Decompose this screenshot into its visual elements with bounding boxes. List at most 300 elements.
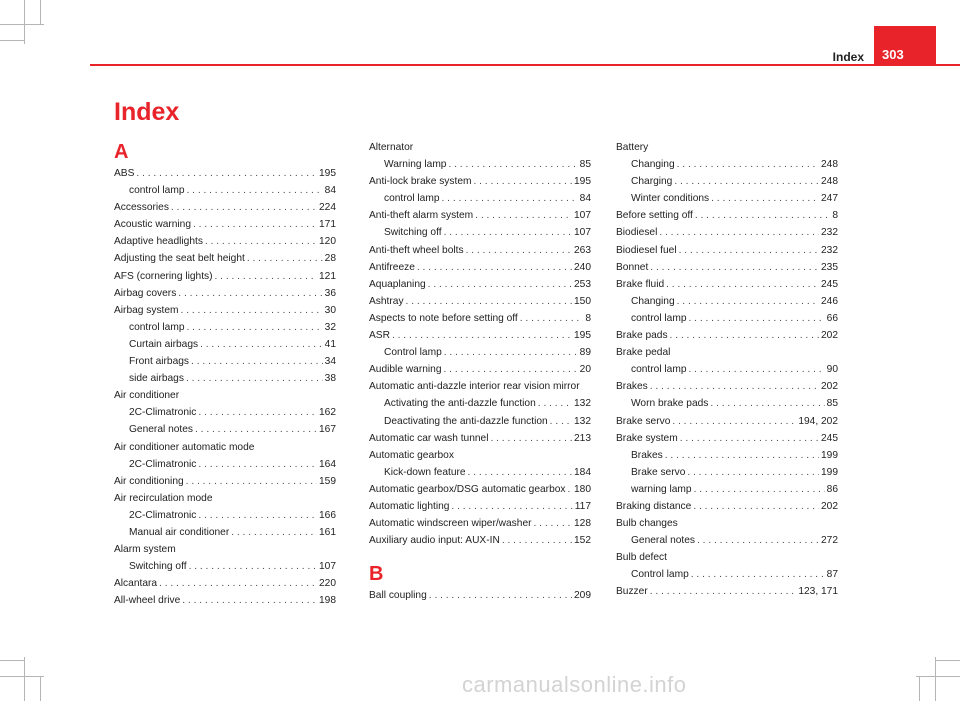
leader-dots [659, 224, 819, 241]
index-subentry [114, 404, 336, 421]
leader-dots [473, 173, 572, 190]
entry-page: 161 [319, 526, 336, 538]
entry-label: Deactivating the anti-dazzle function [384, 415, 548, 427]
entry-page: 263 [574, 244, 591, 256]
leader-dots [406, 293, 572, 310]
index-subentry [114, 319, 336, 336]
leader-dots [187, 319, 323, 336]
leader-dots [687, 464, 819, 481]
leader-dots [198, 456, 317, 473]
entry-label: Aspects to note before setting off [369, 312, 518, 324]
index-entry [616, 224, 838, 241]
crop-mark [916, 676, 960, 677]
entry-label: Brake system [616, 432, 678, 444]
index-entry [114, 165, 336, 182]
index-entry [369, 587, 591, 604]
leader-dots [550, 413, 572, 430]
entry-label: Front airbags [129, 356, 190, 368]
entry-label: Kick-down feature [384, 466, 466, 478]
crop-mark [24, 0, 25, 44]
index-entry [369, 498, 591, 515]
entry-label: Antifreeze [369, 261, 415, 273]
leader-dots [672, 413, 796, 430]
index-entry [114, 199, 336, 216]
index-subentry [114, 421, 336, 438]
entry-label: Charging [631, 176, 673, 188]
entry-page: 84 [579, 193, 591, 205]
page-number-tab [874, 26, 936, 66]
index-subentry [114, 336, 336, 353]
leader-dots [697, 532, 819, 549]
entry-page: 87 [826, 569, 838, 581]
entry-page: 8 [585, 312, 591, 324]
leader-dots [475, 207, 572, 224]
entry-page: 184 [574, 466, 591, 478]
leader-dots [392, 327, 572, 344]
crop-mark [936, 660, 960, 661]
entry-page: 159 [319, 475, 336, 487]
entry-label: Switching off [384, 227, 442, 239]
entry-page: 245 [821, 278, 838, 290]
entry-page: 232 [821, 244, 838, 256]
index-entry [369, 276, 591, 293]
entry-page: 232 [821, 227, 838, 239]
entry-page: 171 [319, 219, 336, 231]
entry-page: 248 [821, 159, 838, 171]
crop-mark [40, 676, 41, 701]
leader-dots [691, 566, 825, 583]
header-rule [90, 64, 960, 66]
entry-page: 202 [821, 330, 838, 342]
index-entry [369, 259, 591, 276]
section-letter: B [369, 563, 384, 586]
entry-label: 2C-Climatronic [129, 509, 197, 521]
leader-dots [198, 507, 317, 524]
leader-dots [442, 190, 578, 207]
entry-label: control lamp [129, 185, 185, 197]
entry-page: 132 [574, 398, 591, 410]
entry-label: side airbags [129, 373, 184, 385]
leader-dots [677, 156, 819, 173]
entry-page: 85 [826, 398, 838, 410]
entry-page: 86 [826, 483, 838, 495]
entry-page: 166 [319, 509, 336, 521]
entry-page: 209 [574, 590, 591, 602]
index-column-2 [369, 139, 591, 604]
entry-label: Switching off [129, 561, 187, 573]
entry-label: control lamp [129, 321, 185, 333]
entry-page: 240 [574, 261, 591, 273]
entry-label: Brake pads [616, 330, 668, 342]
entry-page: 162 [319, 407, 336, 419]
crop-mark [919, 676, 920, 701]
index-heading: Air conditioner [114, 390, 180, 402]
entry-label: General notes [129, 424, 193, 436]
entry-page: 132 [574, 415, 591, 427]
leader-dots [444, 224, 572, 241]
entry-page: 36 [324, 287, 336, 299]
index-entry [114, 216, 336, 233]
leader-dots [689, 310, 825, 327]
index-entry [616, 276, 838, 293]
leader-dots [187, 182, 323, 199]
index-column-3 [616, 139, 838, 601]
entry-page: 199 [821, 449, 838, 461]
index-entry [114, 473, 336, 490]
index-entry [369, 481, 591, 498]
entry-label: Alcantara [114, 578, 158, 590]
leader-dots [538, 395, 572, 412]
index-subentry [616, 447, 838, 464]
entry-label: Control lamp [631, 569, 689, 581]
index-column-1 [114, 139, 336, 609]
entry-page: 20 [579, 364, 591, 376]
leader-dots [677, 293, 819, 310]
index-entry [369, 532, 591, 549]
leader-dots [159, 575, 317, 592]
entry-label: Anti-theft wheel bolts [369, 244, 464, 256]
entry-label: Brakes [616, 381, 648, 393]
crop-mark [935, 657, 936, 701]
index-subentry [616, 464, 838, 481]
entry-page: 245 [821, 432, 838, 444]
entry-page: 123, 171 [798, 586, 838, 598]
entry-page: 89 [579, 347, 591, 359]
index-entry [369, 327, 591, 344]
index-entry [616, 259, 838, 276]
entry-page: 213 [574, 432, 591, 444]
entry-page: 85 [579, 159, 591, 171]
entry-page: 272 [821, 535, 838, 547]
entry-label: Automatic gearbox/DSG automatic gearbox [369, 483, 566, 495]
leader-dots [444, 361, 578, 378]
leader-dots [451, 498, 572, 515]
entry-page: 121 [319, 270, 336, 282]
entry-label: Buzzer [616, 586, 648, 598]
entry-label: Audible warning [369, 364, 442, 376]
leader-dots [191, 353, 323, 370]
leader-dots [215, 268, 317, 285]
entry-page: 28 [324, 253, 336, 265]
entry-page: 41 [324, 338, 336, 350]
leader-dots [502, 532, 572, 549]
index-subentry [616, 361, 838, 378]
entry-label: ABS [114, 168, 135, 179]
leader-dots [136, 165, 317, 182]
watermark: carmanualsonline.info [462, 672, 687, 697]
index-entry [369, 293, 591, 310]
index-entry [114, 575, 336, 592]
entry-page: 107 [574, 227, 591, 239]
leader-dots [710, 395, 824, 412]
entry-page: 167 [319, 424, 336, 436]
entry-label: Accessories [114, 202, 169, 214]
entry-label: Changing [631, 295, 675, 307]
entry-page: 34 [324, 356, 336, 368]
entry-page: 152 [574, 535, 591, 547]
index-entry [369, 430, 591, 447]
leader-dots [670, 327, 819, 344]
index-heading: Bulb changes [616, 518, 678, 530]
entry-label: Automatic windscreen wiper/washer [369, 518, 532, 530]
entry-label: control lamp [631, 364, 687, 376]
index-subentry [114, 370, 336, 387]
index-subentry [369, 464, 591, 481]
entry-label: Ashtray [369, 295, 404, 307]
entry-page: 32 [324, 321, 336, 333]
leader-dots [186, 370, 323, 387]
leader-dots [448, 156, 577, 173]
entry-label: Adjusting the seat belt height [114, 253, 245, 265]
entry-page: 120 [319, 236, 336, 248]
index-subentry [616, 156, 838, 173]
entry-label: Manual air conditioner [129, 526, 230, 538]
entry-page: 220 [319, 578, 336, 590]
entry-page: 180 [574, 483, 591, 495]
index-entry [114, 268, 336, 285]
entry-label: Brake servo [631, 466, 686, 478]
page-number: 303 [882, 47, 904, 62]
leader-dots [193, 216, 317, 233]
index-subentry [616, 190, 838, 207]
entry-label: General notes [631, 535, 695, 547]
index-heading: Alternator [369, 142, 414, 153]
entry-page: 195 [574, 176, 591, 188]
entry-page: 235 [821, 261, 838, 273]
entry-label: Automatic lighting [369, 500, 450, 512]
entry-page: 194, 202 [798, 415, 838, 427]
entry-label: Worn brake pads [631, 398, 709, 410]
entry-page: 150 [574, 295, 591, 307]
entry-page: 107 [319, 561, 336, 573]
leader-dots [200, 336, 323, 353]
entry-page: 128 [574, 518, 591, 530]
index-entry [369, 515, 591, 532]
index-subentry [616, 173, 838, 190]
entry-label: Ball coupling [369, 590, 427, 602]
entry-label: 2C-Climatronic [129, 458, 197, 470]
leader-dots [182, 592, 317, 609]
leader-dots [520, 310, 584, 327]
crop-mark [0, 660, 24, 661]
leader-dots [205, 233, 317, 250]
leader-dots [534, 515, 572, 532]
leader-dots [417, 259, 572, 276]
index-subentry [616, 293, 838, 310]
index-heading: Alarm system [114, 544, 176, 556]
leader-dots [195, 421, 317, 438]
index-entry [369, 173, 591, 190]
entry-label: Automatic car wash tunnel [369, 432, 489, 444]
leader-dots [674, 173, 819, 190]
entry-label: Acoustic warning [114, 219, 192, 231]
leader-dots [711, 190, 819, 207]
entry-page: 30 [324, 304, 336, 316]
index-heading: Automatic gearbox [369, 449, 454, 461]
index-entry [616, 498, 838, 515]
entry-label: Brakes [631, 449, 663, 461]
index-heading: Automatic anti-dazzle interior rear vision mirror [369, 381, 580, 393]
leader-dots [694, 481, 825, 498]
index-entry [616, 242, 838, 259]
entry-label: Brake servo [616, 415, 671, 427]
entry-label: Activating the anti-dazzle function [384, 398, 536, 410]
entry-page: 117 [574, 500, 591, 512]
crop-mark [0, 24, 44, 25]
entry-page: 164 [319, 458, 336, 470]
leader-dots [231, 524, 317, 541]
index-subentry [114, 558, 336, 575]
entry-label: Auxiliary audio input: AUX-IN [369, 535, 500, 547]
entry-page: 195 [319, 168, 336, 179]
entry-label: Before setting off [616, 210, 693, 222]
index-subentry [114, 456, 336, 473]
entry-page: 90 [826, 364, 838, 376]
leader-dots [428, 276, 572, 293]
entry-page: 202 [821, 381, 838, 393]
entry-label: Curtain airbags [129, 338, 199, 350]
index-subentry [114, 524, 336, 541]
index-subentry [369, 224, 591, 241]
entry-page: 248 [821, 176, 838, 188]
entry-label: Warning lamp [384, 159, 447, 171]
leader-dots [468, 464, 572, 481]
entry-label: Bonnet [616, 261, 649, 273]
running-head: Index [832, 50, 864, 64]
leader-dots [181, 302, 323, 319]
section-letter: A [114, 141, 129, 163]
index-subentry [114, 353, 336, 370]
leader-dots [444, 344, 578, 361]
leader-dots [189, 558, 317, 575]
leader-dots [247, 250, 323, 267]
entry-label: Changing [631, 159, 675, 171]
entry-label: AFS (cornering lights) [114, 270, 213, 282]
leader-dots [695, 207, 830, 224]
entry-page: 253 [574, 278, 591, 290]
entry-label: Anti-lock brake system [369, 176, 472, 188]
index-heading: Bulb defect [616, 552, 667, 564]
index-entry [114, 592, 336, 609]
index-subentry [369, 156, 591, 173]
leader-dots [178, 285, 322, 302]
index-subentry [616, 481, 838, 498]
entry-page: 224 [319, 202, 336, 214]
entry-label: Biodiesel fuel [616, 244, 677, 256]
entry-label: control lamp [384, 193, 440, 205]
page-title: Index [114, 98, 180, 126]
index-entry [616, 207, 838, 224]
leader-dots [186, 473, 317, 490]
entry-page: 107 [574, 210, 591, 222]
index-entry [616, 378, 838, 395]
leader-dots [666, 276, 819, 293]
entry-label: warning lamp [631, 483, 692, 495]
index-subentry [616, 395, 838, 412]
index-subentry [114, 507, 336, 524]
entry-page: 199 [821, 466, 838, 478]
index-heading: Battery [616, 142, 649, 153]
leader-dots [650, 259, 819, 276]
index-entry [616, 430, 838, 447]
index-subentry [616, 532, 838, 549]
crop-mark [24, 657, 25, 701]
entry-page: 198 [319, 595, 336, 607]
index-entry [616, 413, 838, 430]
index-subentry [369, 395, 591, 412]
entry-label: 2C-Climatronic [129, 407, 197, 419]
entry-label: ASR [369, 330, 390, 342]
leader-dots [689, 361, 825, 378]
leader-dots [650, 583, 797, 600]
entry-label: All-wheel drive [114, 595, 181, 607]
entry-label: Control lamp [384, 347, 442, 359]
leader-dots [650, 378, 819, 395]
entry-label: Biodiesel [616, 227, 658, 239]
entry-page: 195 [574, 330, 591, 342]
index-subentry [369, 413, 591, 430]
leader-dots [429, 587, 572, 604]
index-subentry [369, 190, 591, 207]
index-entry [369, 310, 591, 327]
entry-label: Aquaplaning [369, 278, 426, 290]
index-entry [369, 207, 591, 224]
entry-page: 8 [832, 210, 838, 222]
entry-label: Anti-theft alarm system [369, 210, 474, 222]
entry-label: Braking distance [616, 500, 692, 512]
crop-mark [0, 676, 44, 677]
entry-label: Winter conditions [631, 193, 710, 205]
index-entry [616, 583, 838, 600]
leader-dots [171, 199, 317, 216]
entry-page: 247 [821, 193, 838, 205]
index-entry [114, 250, 336, 267]
index-entry [114, 233, 336, 250]
entry-label: Brake fluid [616, 278, 665, 290]
entry-page: 246 [821, 295, 838, 307]
index-heading: Air conditioner automatic mode [114, 441, 255, 453]
index-entry [369, 242, 591, 259]
index-subentry [114, 182, 336, 199]
entry-label: Airbag system [114, 304, 179, 316]
entry-page: 202 [821, 500, 838, 512]
leader-dots [568, 481, 573, 498]
entry-label: Air conditioning [114, 475, 184, 487]
index-heading: Air recirculation mode [114, 492, 213, 504]
index-heading: Brake pedal [616, 347, 671, 359]
index-entry [114, 285, 336, 302]
entry-page: 84 [324, 185, 336, 197]
leader-dots [693, 498, 819, 515]
leader-dots [198, 404, 317, 421]
leader-dots [680, 430, 819, 447]
index-entry [369, 361, 591, 378]
entry-label: Airbag covers [114, 287, 177, 299]
index-entry [616, 327, 838, 344]
leader-dots [679, 242, 819, 259]
leader-dots [665, 447, 819, 464]
entry-page: 66 [826, 312, 838, 324]
index-subentry [616, 310, 838, 327]
entry-label: control lamp [631, 312, 687, 324]
crop-mark [40, 0, 41, 24]
crop-mark [0, 40, 24, 41]
index-entry [114, 302, 336, 319]
leader-dots [490, 430, 572, 447]
leader-dots [466, 242, 572, 259]
index-subentry [616, 566, 838, 583]
index-subentry [369, 344, 591, 361]
